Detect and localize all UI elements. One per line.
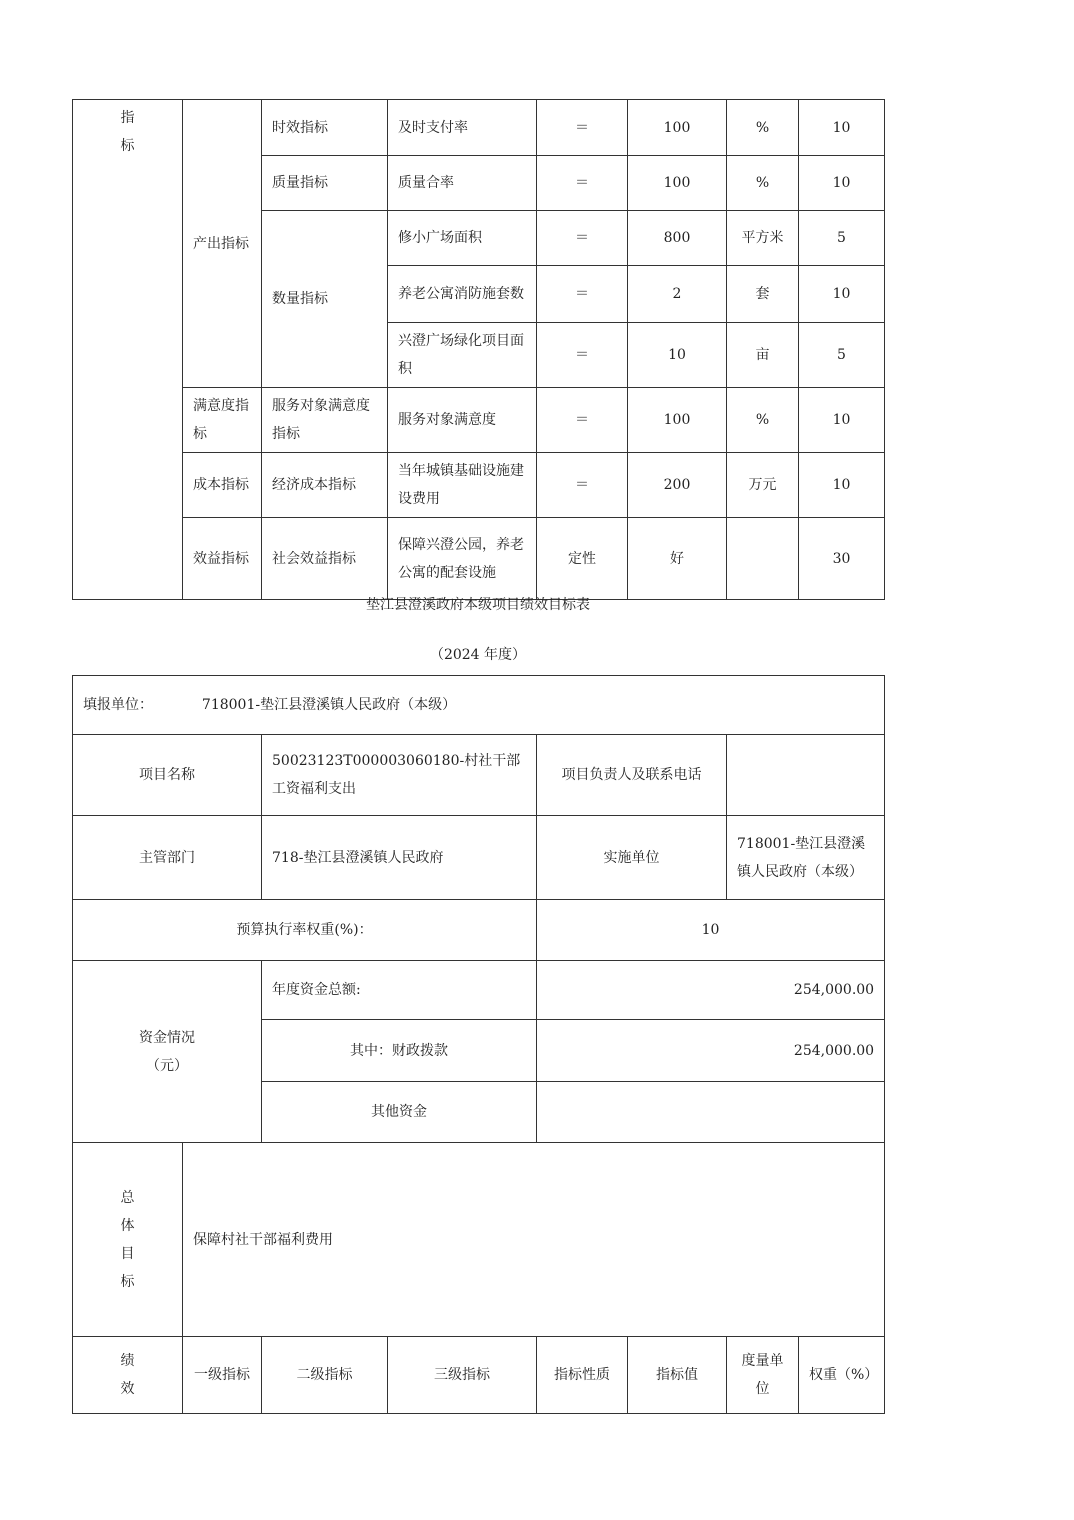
nature-cell: ＝	[537, 453, 628, 518]
value-cell: 10	[628, 323, 727, 388]
budget-rate-label: 预算执行率权重(%)：	[73, 900, 537, 961]
dept-value: 718-垫江县澄溪镇人民政府	[262, 816, 537, 900]
l1-cell: 效益指标	[183, 518, 262, 600]
l3-cell: 质量合率	[388, 156, 537, 211]
value-cell: 100	[628, 100, 727, 156]
value-cell: 100	[628, 388, 727, 453]
document-year: （2024 年度）	[429, 647, 527, 663]
weight-cell: 10	[799, 156, 885, 211]
header-l2: 二级指标	[262, 1337, 388, 1414]
unit-cell	[727, 518, 799, 600]
l3-cell: 兴澄广场绿化项目面积	[388, 323, 537, 388]
l1-cell: 满意度指标	[183, 388, 262, 453]
l3-cell: 当年城镇基础设施建设费用	[388, 453, 537, 518]
goal-label-char: 标	[120, 1273, 135, 1290]
contact-label: 项目负责人及联系电话	[537, 735, 727, 816]
value-cell: 2	[628, 266, 727, 323]
goal-label-char: 总	[120, 1189, 135, 1206]
indicator-label-char: 标	[120, 138, 135, 154]
nature-cell: ＝	[537, 388, 628, 453]
weight-cell: 10	[799, 453, 885, 518]
fiscal-funds-label: 其中：财政拨款	[262, 1020, 537, 1082]
funds-unit: （元）	[146, 1057, 188, 1074]
goal-label-char: 目	[120, 1245, 135, 1262]
goal-label-char: 体	[120, 1217, 135, 1234]
nature-cell: ＝	[537, 323, 628, 388]
value-cell: 好	[628, 518, 727, 600]
overall-goal-label-cell	[73, 1143, 183, 1337]
header-nature: 指标性质	[537, 1337, 628, 1414]
impl-unit-value: 718001-垫江县澄溪镇人民政府（本级）	[727, 816, 885, 900]
unit-cell: 套	[727, 266, 799, 323]
total-funds-value: 254,000.00	[537, 961, 885, 1020]
overall-goal-value: 保障村社干部福利费用	[183, 1143, 885, 1337]
perf-label-char: 效	[120, 1381, 135, 1397]
l2-cell: 社会效益指标	[262, 518, 388, 600]
nature-cell: ＝	[537, 100, 628, 156]
nature-cell: ＝	[537, 266, 628, 323]
weight-cell: 30	[799, 518, 885, 600]
project-name-label: 项目名称	[73, 735, 262, 816]
header-weight: 权重（%）	[799, 1337, 885, 1414]
header-l1: 一级指标	[183, 1337, 262, 1414]
weight-cell: 10	[799, 266, 885, 323]
total-funds-label: 年度资金总额:	[262, 961, 537, 1020]
filing-unit-value: 718001-垫江县澄溪镇人民政府（本级）	[201, 697, 457, 713]
project-name-value: 50023123T000003060180-村社干部工资福利支出	[262, 735, 537, 816]
performance-label-cell	[73, 1337, 183, 1414]
l3-cell: 保障兴澄公园，养老公寓的配套设施	[388, 518, 537, 600]
unit-cell: %	[727, 388, 799, 453]
indicator-label-cell	[73, 100, 183, 600]
contact-value	[727, 735, 885, 816]
l3-cell: 及时支付率	[388, 100, 537, 156]
weight-cell: 5	[799, 211, 885, 266]
unit-cell: 万元	[727, 453, 799, 518]
quantity-indicator-l2: 数量指标	[262, 211, 388, 388]
l2-cell: 时效指标	[262, 100, 388, 156]
l1-cell: 成本指标	[183, 453, 262, 518]
header-l3: 三级指标	[388, 1337, 537, 1414]
nature-cell: ＝	[537, 156, 628, 211]
other-funds-label: 其他资金	[262, 1082, 537, 1143]
perf-label-char: 绩	[120, 1353, 135, 1369]
other-funds-value	[537, 1082, 885, 1143]
project-performance-table	[72, 675, 885, 1414]
unit-cell: %	[727, 156, 799, 211]
l3-cell: 服务对象满意度	[388, 388, 537, 453]
filing-unit-row	[73, 676, 885, 735]
fiscal-funds-value: 254,000.00	[537, 1020, 885, 1082]
indicator-table-continued	[72, 99, 885, 600]
indicator-label-char: 指	[120, 110, 135, 126]
l3-cell: 修小广场面积	[388, 211, 537, 266]
weight-cell: 5	[799, 323, 885, 388]
value-cell: 200	[628, 453, 727, 518]
value-cell: 800	[628, 211, 727, 266]
document-title: 垫江县澄溪政府本级项目绩效目标表	[366, 597, 590, 613]
header-value: 指标值	[628, 1337, 727, 1414]
funds-label-cell	[73, 961, 262, 1143]
header-unit: 度量单位	[727, 1337, 799, 1414]
l2-cell: 经济成本指标	[262, 453, 388, 518]
nature-cell: ＝	[537, 211, 628, 266]
l2-cell: 服务对象满意度指标	[262, 388, 388, 453]
unit-cell: %	[727, 100, 799, 156]
filing-unit-label: 填报单位：	[83, 697, 153, 713]
impl-unit-label: 实施单位	[537, 816, 727, 900]
unit-cell: 平方米	[727, 211, 799, 266]
dept-label: 主管部门	[73, 816, 262, 900]
value-cell: 100	[628, 156, 727, 211]
weight-cell: 10	[799, 100, 885, 156]
l3-cell: 养老公寓消防施套数	[388, 266, 537, 323]
l2-cell: 质量指标	[262, 156, 388, 211]
funds-label: 资金情况	[139, 1029, 195, 1046]
weight-cell: 10	[799, 388, 885, 453]
unit-cell: 亩	[727, 323, 799, 388]
output-indicator-l1: 产出指标	[183, 100, 262, 388]
budget-rate-value: 10	[537, 900, 885, 961]
nature-cell: 定性	[537, 518, 628, 600]
